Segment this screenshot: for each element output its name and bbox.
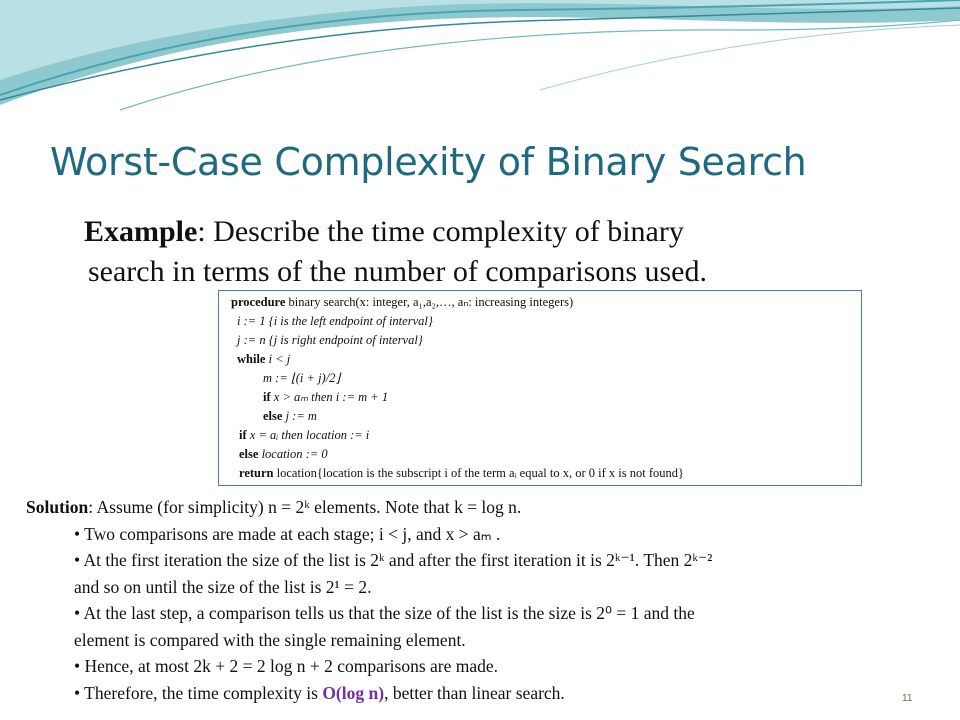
header-wave-decoration: [0, 0, 960, 130]
example-text-line2: search in terms of the number of comparisons used.: [88, 255, 707, 288]
bullet-last-step: • At the last step, a comparison tells us that the size of the list is the size is 2⁰ = 1 and the: [74, 603, 695, 623]
complexity-highlight: O(log n): [322, 682, 385, 703]
bullet-total-comparisons: • Hence, at most 2k + 2 = 2 log n + 2 comparisons are made.: [74, 656, 499, 676]
bullet-comparisons-per-stage: • Two comparisons are made at each stage; i < j, and x > aₘ .: [74, 523, 501, 544]
algo-line-else-j: else j := m: [263, 409, 317, 423]
algo-line-if-greater: if x > aₘ then i := m + 1: [263, 390, 389, 404]
bullet-first-iteration: • At the first iteration the size of the list is 2ᵏ and after the first iteration it is 2ᵏ⁻¹. Then 2ᵏ⁻²: [74, 550, 713, 570]
algo-line-if-equal: if x = aᵢ then location := i: [239, 428, 370, 442]
algo-line-return: return location{location is the subscript i of the term aᵢ equal to x, or 0 if x is not found}: [239, 466, 684, 480]
bullet-last-step-cont: element is compared with the single remaining element.: [74, 629, 466, 650]
example-text-line1: : Describe the time complexity of binary: [197, 215, 684, 248]
solution-block: [26, 494, 926, 706]
algo-line-else-location: else location := 0: [239, 447, 328, 461]
algo-line-procedure: procedure binary search(x: integer, a₁,a₂,…, aₙ: increasing integers): [231, 295, 574, 309]
solution-label: Solution: [26, 497, 89, 517]
solution-intro: Solution: Assume (for simplicity) n = 2ᵏ elements. Note that k = log n.: [26, 497, 522, 517]
algo-line-init-i: i := 1 {i is the left endpoint of interval}: [237, 314, 433, 328]
slide-title: Worst-Case Complexity of Binary Search: [50, 140, 807, 184]
example-label: Example: [84, 215, 198, 248]
algo-line-init-j: j := n {j is right endpoint of interval}: [237, 333, 423, 347]
bullet-first-iteration-cont: and so on until the size of the list is 2¹ = 2.: [74, 576, 372, 597]
page-number: 11: [902, 693, 913, 704]
algo-line-while: while i < j: [237, 352, 291, 366]
algo-line-midpoint: m := ⌊(i + j)/2⌋: [263, 371, 341, 385]
algorithm-box: [218, 290, 862, 486]
bullet-time-complexity: • Therefore, the time complexity is O(log n), better than linear search.: [74, 682, 565, 703]
example-statement: [84, 212, 884, 292]
